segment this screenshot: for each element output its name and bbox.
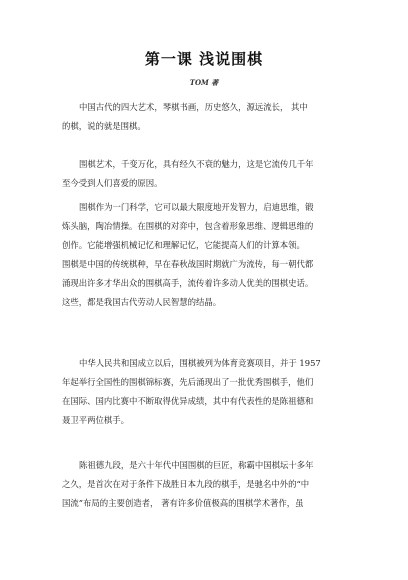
text-line: 中华人民共和国成立以后，围棋被列为体育竞赛项目，并于 1957: [79, 358, 321, 368]
paragraph-chen-zude: [62, 456, 350, 513]
text-line: 至今受到人们喜爱的原因。: [62, 178, 163, 188]
text-line: 炼头脑，陶冶情操。在围棋的对弈中，包含着形象思维、逻辑思维的: [62, 221, 314, 231]
paragraph-prc: [62, 354, 350, 430]
text-line: 在国际、国内比赛中不断取得优异成绩，其中有代表性的是陈祖德和: [62, 396, 314, 406]
paragraph-intro: [62, 98, 350, 136]
text-line: 年起举行全国性的围棋锦标赛，先后涌现出了一批优秀围棋手，他们: [62, 377, 314, 387]
text-line: 创作。它能增强机械记忆和理解记忆，它能提高人们的计算本领。: [62, 240, 305, 250]
text-line: 围棋是中国的传统棋种，早在春秋战国时期就广为流传，每一朝代都: [62, 259, 314, 269]
text-line: 陈祖德九段，是六十年代中国围棋的巨匠，称霸中国棋坛十多年: [79, 460, 314, 470]
paragraph-science: [62, 198, 350, 312]
paragraph-charm: [62, 155, 350, 193]
text-line: 围棋艺术，千变万化，具有经久不衰的魅力，这是它流传几千年: [79, 159, 314, 169]
text-line: 涌现出许多才华出众的围棋高手，流传着许多动人优美的围棋史话。: [62, 278, 314, 288]
author-byline: TOM 著: [189, 78, 219, 87]
lesson-title: 第一课 浅说围棋: [144, 50, 264, 68]
text-line: 的棋，说的就是围棋。: [62, 121, 146, 131]
text-line: 之久，是首次在对于条件下战胜日本九段的棋手，是驰名中外的“中: [62, 479, 310, 489]
text-line: 国流”布局的主要创造者， 著有许多价值极高的围棋学术著作，虽: [62, 498, 304, 508]
text-line: 这些，都是我国古代劳动人民智慧的结晶。: [62, 297, 222, 307]
text-line: 中国古代的四大艺术，琴棋书画，历史悠久，源远流长， 其中: [79, 102, 308, 112]
text-line: 聂卫平两位棋手。: [62, 415, 129, 425]
text-line: 围棋作为一门科学，它可以最大限度地开发智力，启迪思维，锻: [79, 202, 314, 212]
